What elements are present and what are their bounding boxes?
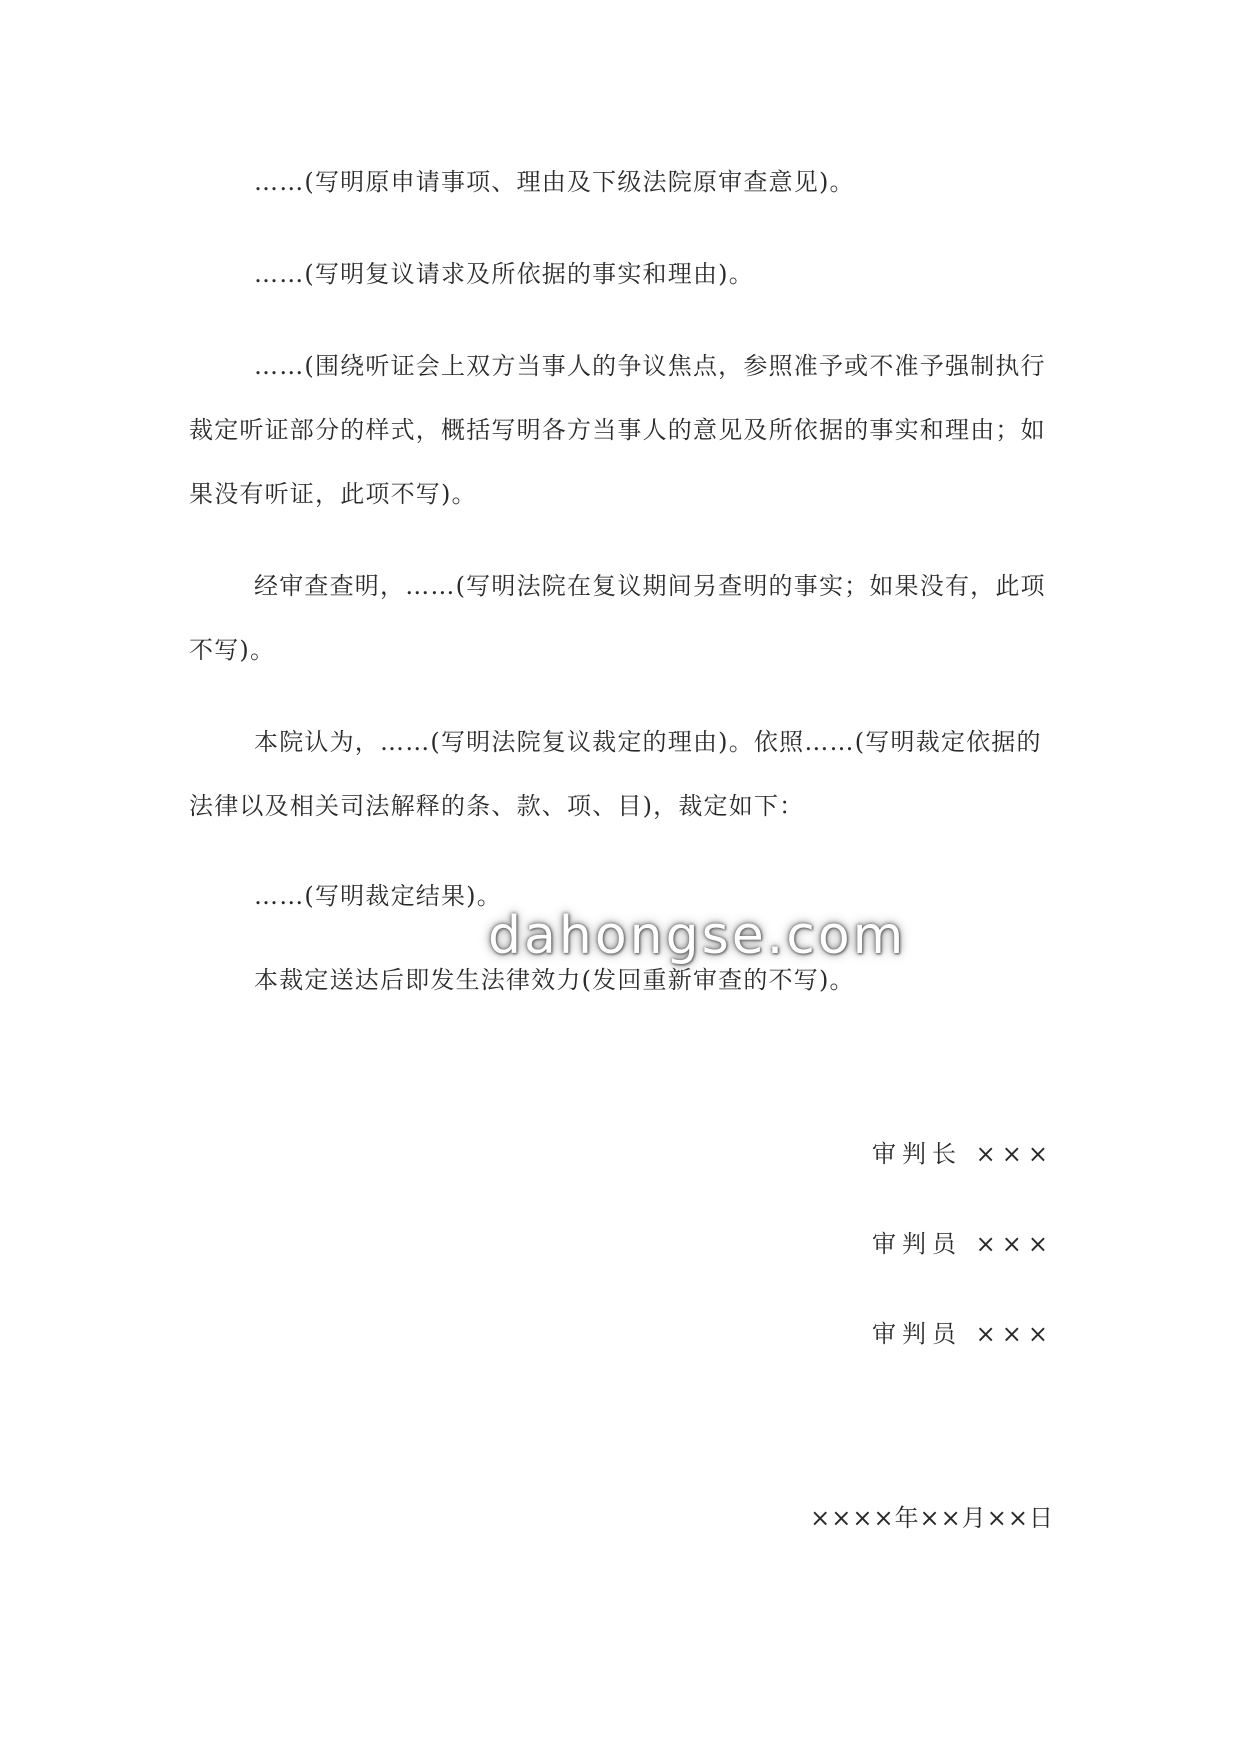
paragraph-effectiveness: 本裁定送达后即发生法律效力(发回重新审查的不写)。 — [254, 966, 855, 994]
signature-judge-2: 审判员 ××× — [872, 1320, 1054, 1348]
paragraph-hearing-line-1: ……(围绕听证会上双方当事人的争议焦点，参照准予或不准予强制执行 — [254, 352, 1046, 380]
paragraph-reconsideration-request: ……(写明复议请求及所依据的事实和理由)。 — [254, 260, 754, 288]
signature-judge-1: 审判员 ××× — [872, 1230, 1054, 1258]
paragraph-ruling-result: ……(写明裁定结果)。 — [254, 882, 502, 910]
document-date: ××××年××月××日 — [810, 1504, 1054, 1532]
paragraph-original-application: ……(写明原申请事项、理由及下级法院原审查意见)。 — [254, 168, 855, 196]
paragraph-facts-line-2: 不写)。 — [189, 636, 276, 664]
paragraph-court-opinion-line-2: 法律以及相关司法解释的条、款、项、目)，裁定如下： — [189, 792, 805, 820]
paragraph-hearing-line-2: 裁定听证部分的样式，概括写明各方当事人的意见及所依据的事实和理由；如 — [189, 416, 1046, 444]
paragraph-court-opinion-line-1: 本院认为，……(写明法院复议裁定的理由)。依照……(写明裁定依据的 — [254, 728, 1042, 756]
paragraph-hearing-line-3: 果没有听证，此项不写)。 — [189, 480, 477, 508]
watermark: dahongse.com — [488, 906, 907, 966]
paragraph-facts-line-1: 经审查查明，……(写明法院在复议期间另查明的事实；如果没有，此项 — [254, 572, 1046, 600]
signature-chief-judge: 审判长 ××× — [872, 1140, 1054, 1168]
